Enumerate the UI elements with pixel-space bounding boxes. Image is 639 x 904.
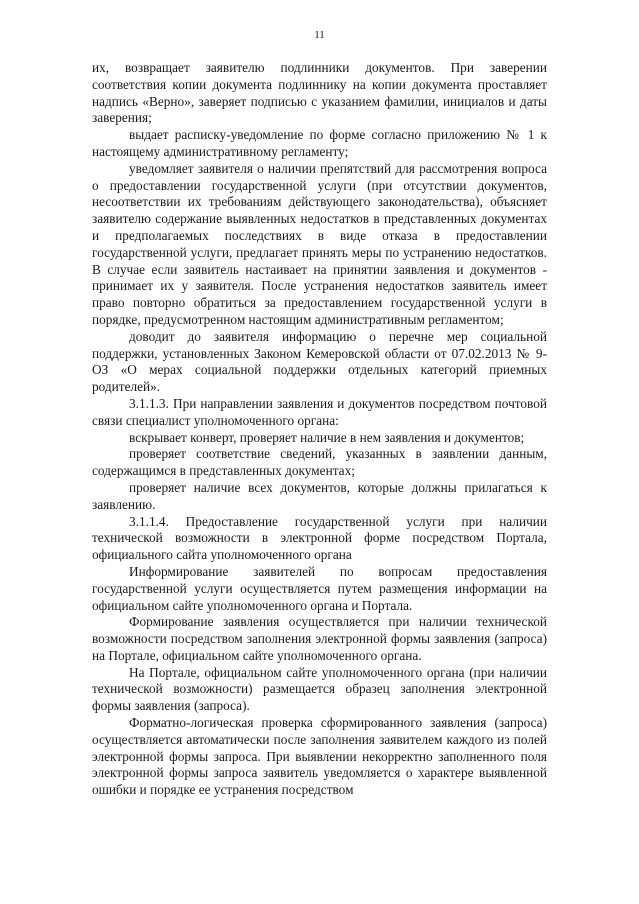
paragraph: Форматно-логическая проверка сформированного заявления (запроса) осуществляется автоматически после заполнения заявителем каждого из полей электронной формы запроса. При выявлении некорректно заполненного поля электронной формы запроса заявитель уведомляется о характере выявленной ошибки и порядке ее устранения посредством bbox=[92, 715, 547, 798]
paragraph: вскрывает конверт, проверяет наличие в нем заявления и документов; bbox=[129, 429, 525, 445]
paragraph: 3.1.1.4. Предоставление государственной услуги при наличии технической возможности в электронной форме посредством Портала, официального сайта уполномоченного органа bbox=[92, 513, 547, 563]
paragraph: проверяет наличие всех документов, которые должны прилагаться к заявлению. bbox=[92, 479, 547, 512]
paragraph: уведомляет заявителя о наличии препятствий для рассмотрения вопроса о предоставлении государственной услуги (при отсутствии документов, несоответствии их требованиям действующего законодательства), объясняет заявителю содержание выявленных недостатков в представленных документах и предполагаемых последствиях в виде отказа в предоставлении государственной услуги, предлагает принять меры по устранению недостатков. В случае если заявитель настаивает на принятии заявления и документов - принимает их у заявителя. После устранения недостатков заявитель имеет право повторно обратиться за предоставлением государственной услуги в порядке, предусмотренном настоящим административным регламентом; bbox=[92, 160, 547, 327]
paragraph: их, возвращает заявителю подлинники документов. При заверении соответствия копии документа подлиннику на копии документа проставляет надпись «Верно», заверяет подписью с указанием фамилии, инициалов и даты заверения; bbox=[92, 60, 547, 126]
page-number: 11 bbox=[314, 29, 325, 41]
paragraph: Формирование заявления осуществляется при наличии технической возможности посредством заполнения электронной формы заявления (запроса) на Портале, официальном сайте уполномоченного органа. bbox=[92, 614, 547, 663]
paragraph: 3.1.1.3. При направлении заявления и документов посредством почтовой связи специалист уполномоченного органа: bbox=[92, 395, 547, 428]
paragraph: На Портале, официальном сайте уполномоченного органа (при наличии технической возможности) размещается образец заполнения электронной формы заявления (запроса). bbox=[92, 664, 547, 714]
body-text bbox=[92, 60, 547, 799]
paragraph: выдает расписку-уведомление по форме согласно приложению № 1 к настоящему административному регламенту; bbox=[92, 127, 547, 159]
paragraph: доводит до заявителя информацию о перечне мер социальной поддержки, установленных Законом Кемеровской области от 07.02.2013 № 9-ОЗ «О мерах социальной поддержки отдельных категорий приемных родителей». bbox=[92, 328, 547, 395]
paragraph: Информирование заявителей по вопросам предоставления государственной услуги осуществляется путем размещения информации на официальном сайте уполномоченного органа и Портала. bbox=[92, 563, 547, 613]
paragraph: проверяет соответствие сведений, указанных в заявлении данным, содержащимся в представленных документах; bbox=[92, 446, 547, 479]
